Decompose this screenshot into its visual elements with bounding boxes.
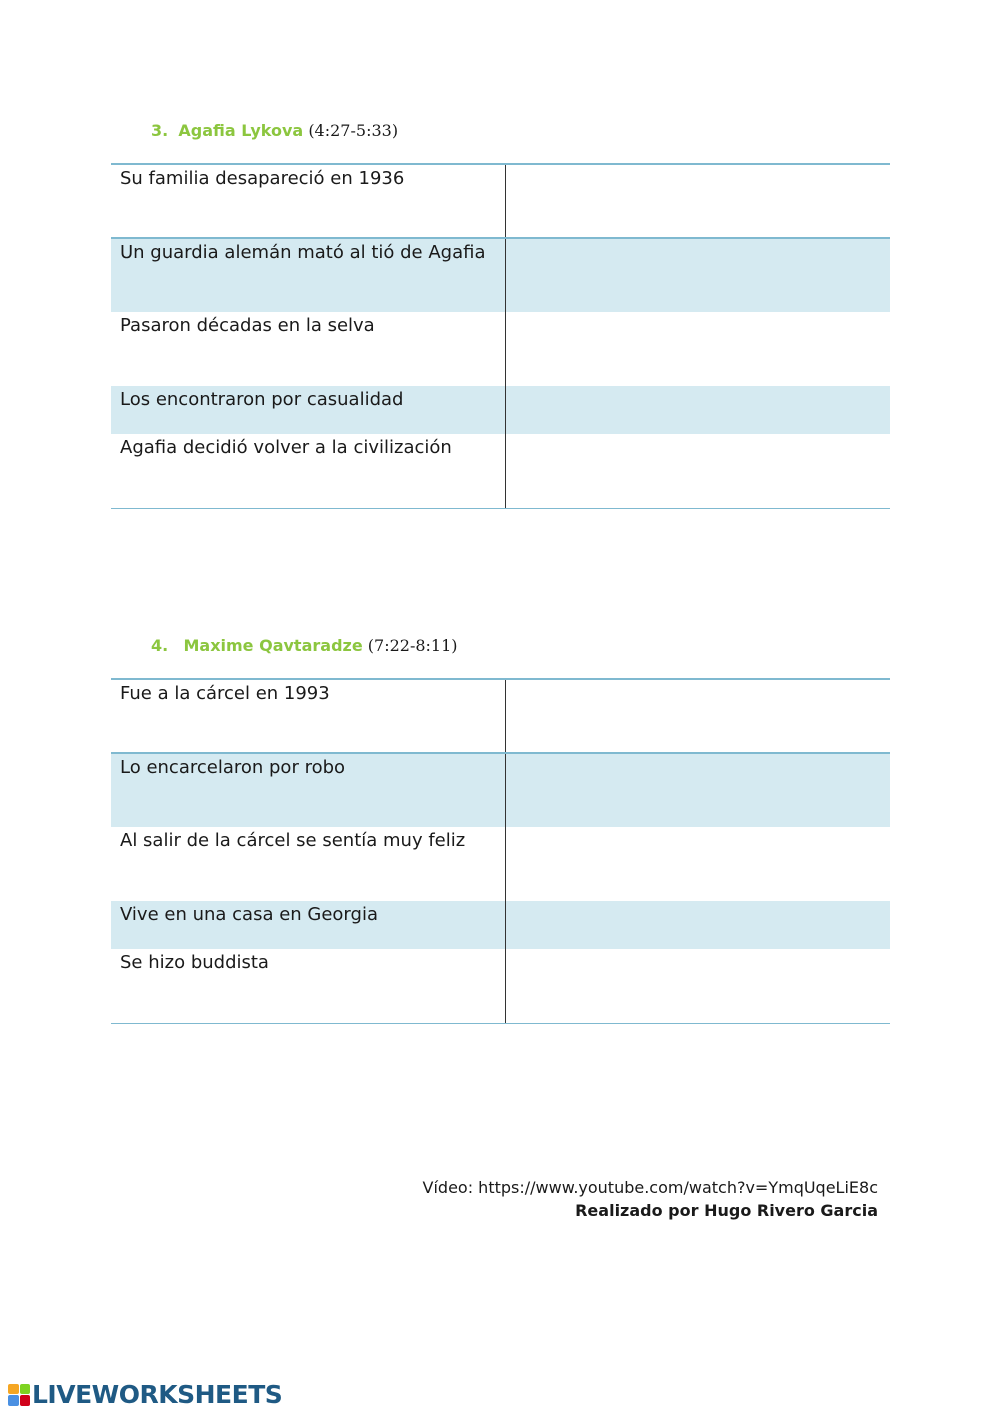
table-row bbox=[111, 312, 890, 386]
statement-cell: Agafia decidió volver a la civilización bbox=[111, 434, 506, 508]
logo-mark-square bbox=[20, 1384, 31, 1395]
statement-cell: Se hizo buddista bbox=[111, 949, 506, 1023]
answer-input[interactable] bbox=[506, 682, 890, 701]
answer-input[interactable] bbox=[506, 314, 890, 333]
answer-cell[interactable] bbox=[506, 827, 891, 901]
answer-cell[interactable] bbox=[506, 238, 891, 312]
table-row bbox=[111, 827, 890, 901]
section-number: 3. bbox=[151, 121, 169, 140]
statement-cell: Un guardia alemán mató al tió de Agafia bbox=[111, 238, 506, 312]
answer-cell[interactable] bbox=[506, 312, 891, 386]
answer-cell[interactable] bbox=[506, 949, 891, 1023]
answer-cell[interactable] bbox=[506, 164, 891, 238]
statement-cell: Al salir de la cárcel se sentía muy feliz bbox=[111, 827, 506, 901]
table-row bbox=[111, 434, 890, 508]
statement-cell: Los encontraron por casualidad bbox=[111, 386, 506, 434]
answer-input[interactable] bbox=[506, 951, 890, 970]
answer-cell[interactable] bbox=[506, 386, 891, 434]
answer-input[interactable] bbox=[506, 436, 890, 455]
table-row bbox=[111, 238, 890, 312]
answer-cell[interactable] bbox=[506, 434, 891, 508]
answer-cell[interactable] bbox=[506, 901, 891, 949]
logo-mark-square bbox=[20, 1395, 31, 1406]
logo-mark-square bbox=[8, 1395, 19, 1406]
section-name: Maxime Qavtaradze bbox=[183, 636, 363, 655]
liveworksheets-logo[interactable] bbox=[8, 1380, 282, 1409]
section-3-heading bbox=[151, 121, 398, 140]
table-row bbox=[111, 164, 890, 238]
section-3-table bbox=[111, 163, 890, 509]
answer-input[interactable] bbox=[506, 167, 890, 186]
statement-cell: Lo encarcelaron por robo bbox=[111, 753, 506, 827]
logo-mark-square bbox=[8, 1384, 19, 1395]
statement-cell: Vive en una casa en Georgia bbox=[111, 901, 506, 949]
statement-cell: Pasaron décadas en la selva bbox=[111, 312, 506, 386]
section-time: (7:22-8:11) bbox=[367, 636, 458, 655]
answer-input[interactable] bbox=[506, 903, 890, 922]
section-4-table bbox=[111, 678, 890, 1024]
answer-input[interactable] bbox=[506, 388, 890, 407]
table-row bbox=[111, 679, 890, 753]
statement-cell: Su familia desapareció en 1936 bbox=[111, 164, 506, 238]
answer-input[interactable] bbox=[506, 829, 890, 848]
author-credit: Realizado por Hugo Rivero Garcia bbox=[575, 1201, 878, 1220]
section-number: 4. bbox=[151, 636, 169, 655]
section-name: Agafia Lykova bbox=[178, 121, 304, 140]
answer-input[interactable] bbox=[506, 241, 890, 260]
section-4-heading bbox=[151, 636, 458, 655]
section-time: (4:27-5:33) bbox=[308, 121, 399, 140]
answer-cell[interactable] bbox=[506, 753, 891, 827]
answer-cell[interactable] bbox=[506, 679, 891, 753]
table-row bbox=[111, 753, 890, 827]
table-row bbox=[111, 386, 890, 434]
logo-text: LIVEWORKSHEETS bbox=[32, 1380, 283, 1409]
statement-cell: Fue a la cárcel en 1993 bbox=[111, 679, 506, 753]
logo-mark-icon bbox=[8, 1384, 30, 1406]
answer-input[interactable] bbox=[506, 756, 890, 775]
table-row bbox=[111, 949, 890, 1023]
video-credit: Vídeo: https://www.youtube.com/watch?v=YmqUqeLiE8c bbox=[422, 1178, 878, 1197]
table-row bbox=[111, 901, 890, 949]
